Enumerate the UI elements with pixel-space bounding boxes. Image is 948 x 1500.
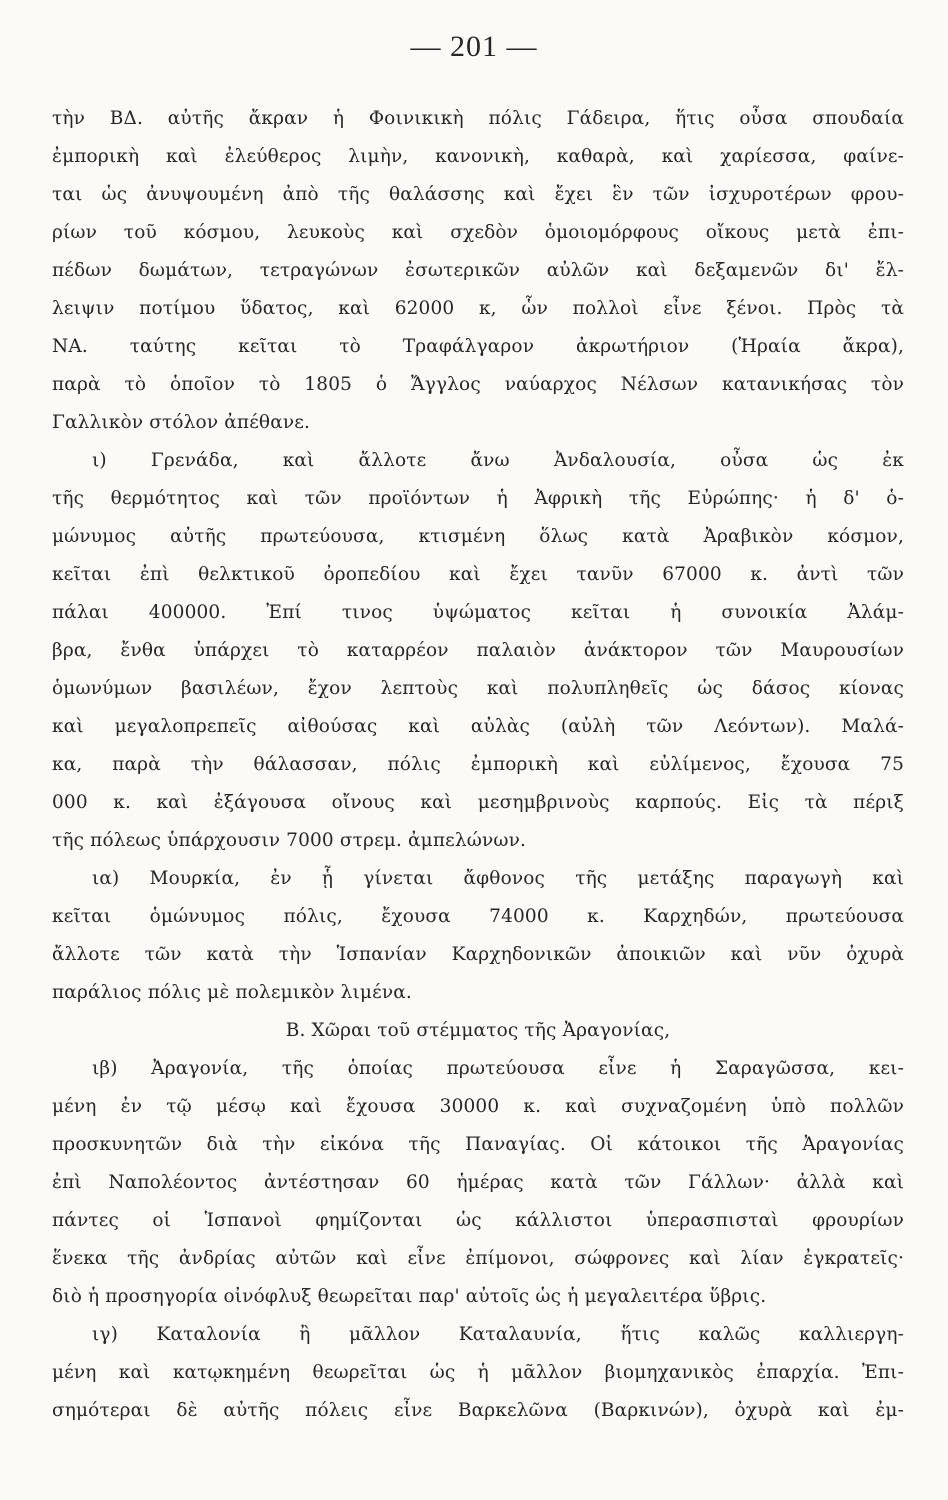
text-line: τῆς θερμότητος καὶ τῶν προϊόντων ἡ Ἀφρικὴ τῆς Εὐρώπης· ἡ δ' ὁ-	[52, 488, 904, 509]
text-line: κεῖται ἐπὶ θελκτικοῦ ὀροπεδίου καὶ ἔχει τανῦν 67000 κ. ἀντὶ τῶν	[52, 564, 904, 585]
text-line: ΝΑ. ταύτης κεῖται τὸ Τραφάλγαρον ἀκρωτήριον (Ἡραία ἄκρα),	[52, 336, 904, 357]
text-line: διὸ ἡ προσηγορία οἰνόφλυξ θεωρεῖται παρ' αὐτοῖς ὡς ἡ μεγαλειτέρα ὕβρις.	[52, 1286, 767, 1307]
text-line: ρίων τοῦ κόσμου, λευκοὺς καὶ σχεδὸν ὁμοιομόρφους οἴκους μετὰ ἐπι-	[52, 222, 904, 243]
paragraph-start-line: ια) Μουρκία, ἐν ᾗ γίνεται ἄφθονος τῆς μετάξης παραγωγὴ καὶ	[92, 868, 904, 889]
text-line: ἕνεκα τῆς ἀνδρίας αὐτῶν καὶ εἶνε ἐπίμονοι, σώφρονες καὶ λίαν ἐγκρατεῖς·	[52, 1248, 904, 1269]
text-line: μένη ἐν τῷ μέσῳ καὶ ἔχουσα 30000 κ. καὶ συχναζομένη ὑπὸ πολλῶν	[52, 1096, 904, 1117]
text-line: προσκυνητῶν διὰ τὴν εἰκόνα τῆς Παναγίας. Οἱ κάτοικοι τῆς Ἀραγονίας	[52, 1134, 904, 1155]
text-line: παρὰ τὸ ὁποῖον τὸ 1805 ὁ Ἄγγλος ναύαρχος Νέλσων κατανικήσας τὸν	[52, 374, 904, 395]
text-line: μώνυμος αὐτῆς πρωτεύουσα, κτισμένη ὅλως κατὰ Ἀραβικὸν κόσμον,	[52, 526, 904, 547]
text-line: λειψιν ποτίμου ὕδατος, καὶ 62000 κ, ὧν πολλοὶ εἶνε ξένοι. Πρὸς τὰ	[52, 298, 904, 319]
text-line: Γαλλικὸν στόλον ἀπέθανε.	[52, 412, 311, 433]
text-line: ἄλλοτε τῶν κατὰ τὴν Ἱσπανίαν Καρχηδονικῶν ἀποικιῶν καὶ νῦν ὀχυρὰ	[52, 944, 904, 965]
paragraph-start-line: ιγ) Καταλονία ἢ μᾶλλον Καταλαυνία, ἥτις καλῶς καλλιεργη-	[92, 1324, 904, 1345]
text-line: βρα, ἔνθα ὑπάρχει τὸ καταρρέον παλαιὸν ἀνάκτορον τῶν Μαυρουσίων	[52, 640, 904, 661]
section-heading: Β. Χῶραι τοῦ στέμματος τῆς Ἀραγονίας,	[285, 1020, 671, 1041]
paragraph-start-line: ι) Γρενάδα, καὶ ἄλλοτε ἄνω Ἀνδαλουσία, οὖσα ὡς ἐκ	[92, 450, 904, 471]
text-line: μένη καὶ κατῳκημένη θεωρεῖται ὡς ἡ μᾶλλον βιομηχανικὸς ἐπαρχία. Ἐπι-	[52, 1362, 904, 1383]
text-line: καὶ μεγαλοπρεπεῖς αἰθούσας καὶ αὐλὰς (αὐλὴ τῶν Λεόντων). Μαλά-	[52, 716, 904, 737]
text-line: ὁμωνύμων βασιλέων, ἔχον λεπτοὺς καὶ πολυπληθεῖς ὡς δάσος κίονας	[52, 678, 904, 699]
page-number: — 201 —	[410, 30, 538, 63]
text-line: 000 κ. καὶ ἐξάγουσα οἴνους καὶ μεσημβρινοὺς καρπούς. Εἰς τὰ πέριξ	[52, 792, 904, 813]
text-line: πάλαι 400000. Ἐπί τινος ὑψώματος κεῖται ἡ συνοικία Ἀλάμ-	[52, 602, 904, 623]
text-line: πέδων δωμάτων, τετραγώνων ἐσωτερικῶν αὐλῶν καὶ δεξαμενῶν δι' ἔλ-	[52, 260, 904, 281]
text-line: ἐμπορικὴ καὶ ἐλεύθερος λιμὴν, κανονικὴ, καθαρὰ, καὶ χαρίεσσα, φαίνε-	[52, 146, 904, 167]
text-line: κα, παρὰ τὴν θάλασσαν, πόλις ἐμπορικὴ καὶ εὐλίμενος, ἔχουσα 75	[52, 754, 904, 775]
text-line: παράλιος πόλις μὲ πολεμικὸν λιμένα.	[52, 982, 412, 1003]
text-line: τῆς πόλεως ὑπάρχουσιν 7000 στρεμ. ἀμπελώνων.	[52, 830, 527, 851]
text-line: σημότεραι δὲ αὐτῆς πόλεις εἶνε Βαρκελῶνα (Βαρκινών), ὀχυρὰ καὶ ἐμ-	[52, 1400, 904, 1421]
text-line: κεῖται ὁμώνυμος πόλις, ἔχουσα 74000 κ. Καρχηδών, πρωτεύουσα	[52, 906, 904, 927]
text-line: πάντες οἱ Ἱσπανοὶ φημίζονται ὡς κάλλιστοι ὑπερασπισταὶ φρουρίων	[52, 1210, 904, 1231]
text-line: ται ὡς ἀνυψουμένη ἀπὸ τῆς θαλάσσης καὶ ἔχει ἓν τῶν ἰσχυροτέρων φρου-	[52, 184, 904, 205]
text-line: ἐπὶ Ναπολέοντος ἀντέστησαν 60 ἡμέρας κατὰ τῶν Γάλλων· ἀλλὰ καὶ	[52, 1172, 904, 1193]
text-line: τὴν ΒΔ. αὐτῆς ἄκραν ἡ Φοινικικὴ πόλις Γάδειρα, ἥτις οὖσα σπουδαία	[52, 108, 904, 129]
paragraph-start-line: ιβ) Ἀραγονία, τῆς ὁποίας πρωτεύουσα εἶνε ἡ Σαραγῶσσα, κει-	[92, 1058, 904, 1079]
body-text	[52, 100, 904, 1430]
